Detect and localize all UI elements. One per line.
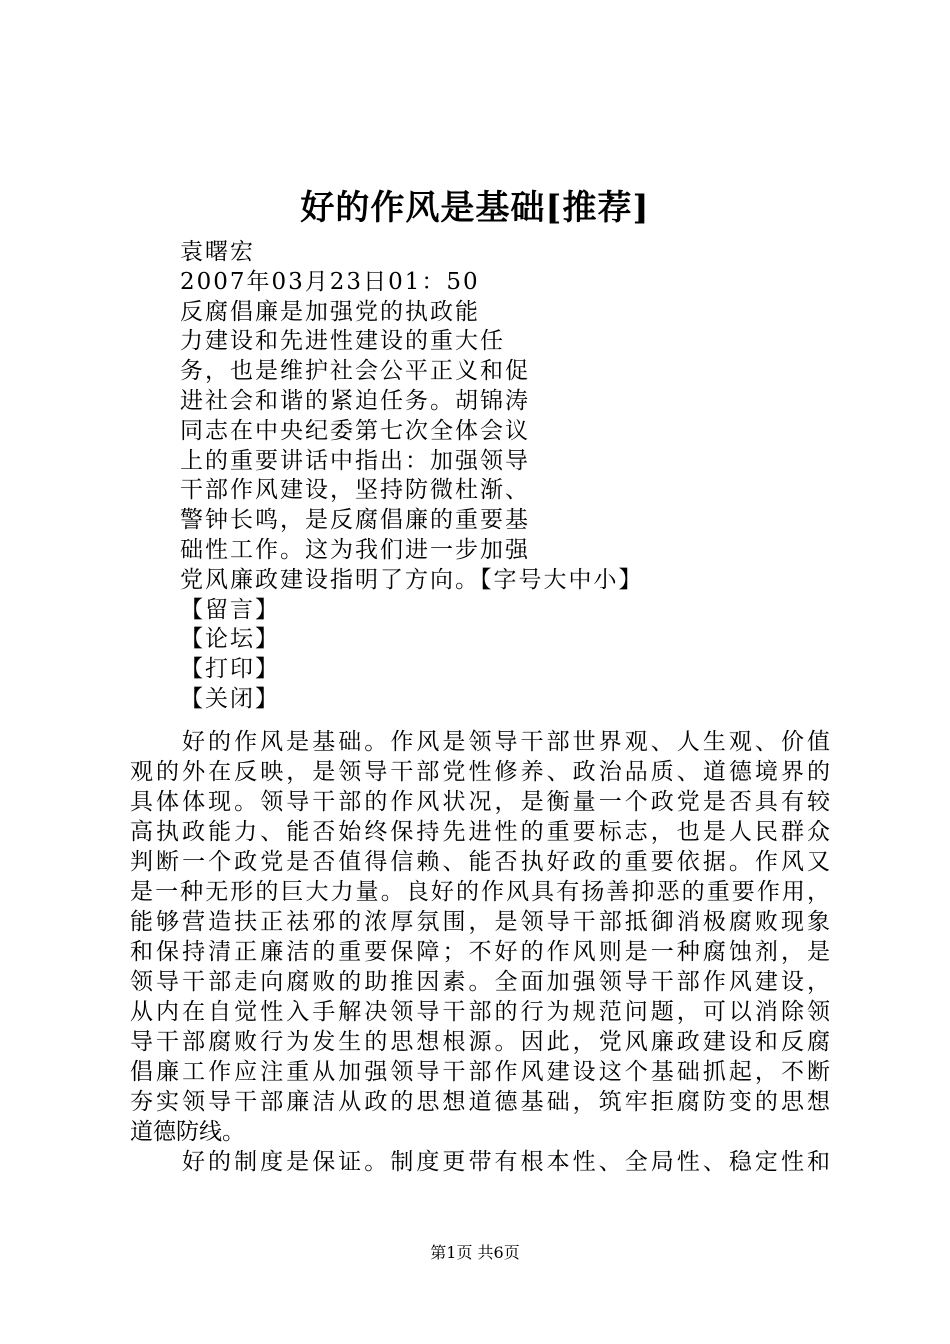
- forum-link[interactable]: 【论坛】: [180, 626, 280, 653]
- author-name: 袁曙宏: [180, 239, 255, 265]
- intro-line: 反腐倡廉是加强党的执政能: [180, 298, 480, 325]
- intro-line: 进社会和谐的紧迫任务。胡锦涛: [180, 387, 530, 414]
- intro-line-with-font-size: [180, 566, 644, 596]
- close-link[interactable]: 【关闭】: [180, 685, 280, 712]
- intro-line: 警钟长鸣，是反腐倡廉的重要基: [180, 507, 530, 534]
- paragraph-line: 从内在自觉性入手解决领导干部的行为规范问题，可以消除领: [130, 999, 830, 1025]
- article-title: 好的作风是基础[推荐]: [300, 188, 650, 228]
- paragraph-line: 是一种无形的巨大力量。良好的作风具有扬善抑恶的重要作用，: [130, 879, 830, 905]
- paragraph-line: 领导干部走向腐败的助推因素。全面加强领导干部作风建设，: [130, 969, 830, 995]
- paragraph-line: 好的作风是基础。作风是领导干部世界观、人生观、价值: [182, 729, 830, 755]
- publish-datetime: 2007年03月23日01：50: [180, 268, 480, 295]
- intro-line: 务，也是维护社会公平正义和促: [180, 358, 530, 385]
- intro-line: 同志在中央纪委第七次全体会议: [180, 417, 530, 444]
- paragraph-line: 观的外在反映，是领导干部党性修养、政治品质、道德境界的: [130, 759, 830, 785]
- paragraph-line: 能够营造扶正祛邪的浓厚氛围，是领导干部抵御消极腐败现象: [130, 909, 830, 935]
- print-link[interactable]: 【打印】: [180, 656, 280, 683]
- paragraph-line: 具体体现。领导干部的作风状况，是衡量一个政党是否具有较: [130, 789, 830, 815]
- paragraph-line: 判断一个政党是否值得信赖、能否执好政的重要依据。作风又: [130, 849, 830, 875]
- intro-line: 党风廉政建设指明了方向。: [180, 566, 480, 593]
- paragraph-line: 高执政能力、能否始终保持先进性的重要标志，也是人民群众: [130, 819, 830, 845]
- font-size-control[interactable]: 【字号大中小】: [480, 566, 644, 593]
- article-meta-block: [180, 238, 644, 715]
- intro-line: 干部作风建设，坚持防微杜渐、: [180, 477, 530, 504]
- paragraph-line: 倡廉工作应注重从加强领导干部作风建设这个基础抓起，不断: [130, 1059, 830, 1085]
- comment-link[interactable]: 【留言】: [180, 596, 280, 623]
- paragraph-line: 导干部腐败行为发生的思想根源。因此，党风廉政建设和反腐: [130, 1029, 830, 1055]
- paragraph-line: 好的制度是保证。制度更带有根本性、全局性、稳定性和: [182, 1149, 830, 1175]
- page-number: 第1页 共6页: [430, 1243, 520, 1262]
- article-body: [130, 727, 830, 1177]
- paragraph-line: 和保持清正廉洁的重要保障；不好的作风则是一种腐蚀剂，是: [130, 939, 830, 965]
- intro-line: 上的重要讲话中指出：加强领导: [180, 447, 530, 474]
- paragraph-line: 道德防线。: [130, 1119, 245, 1145]
- paragraph-line: 夯实领导干部廉洁从政的思想道德基础，筑牢拒腐防变的思想: [130, 1089, 830, 1115]
- intro-line: 力建设和先进性建设的重大任: [180, 328, 505, 355]
- intro-line: 础性工作。这为我们进一步加强: [180, 536, 530, 563]
